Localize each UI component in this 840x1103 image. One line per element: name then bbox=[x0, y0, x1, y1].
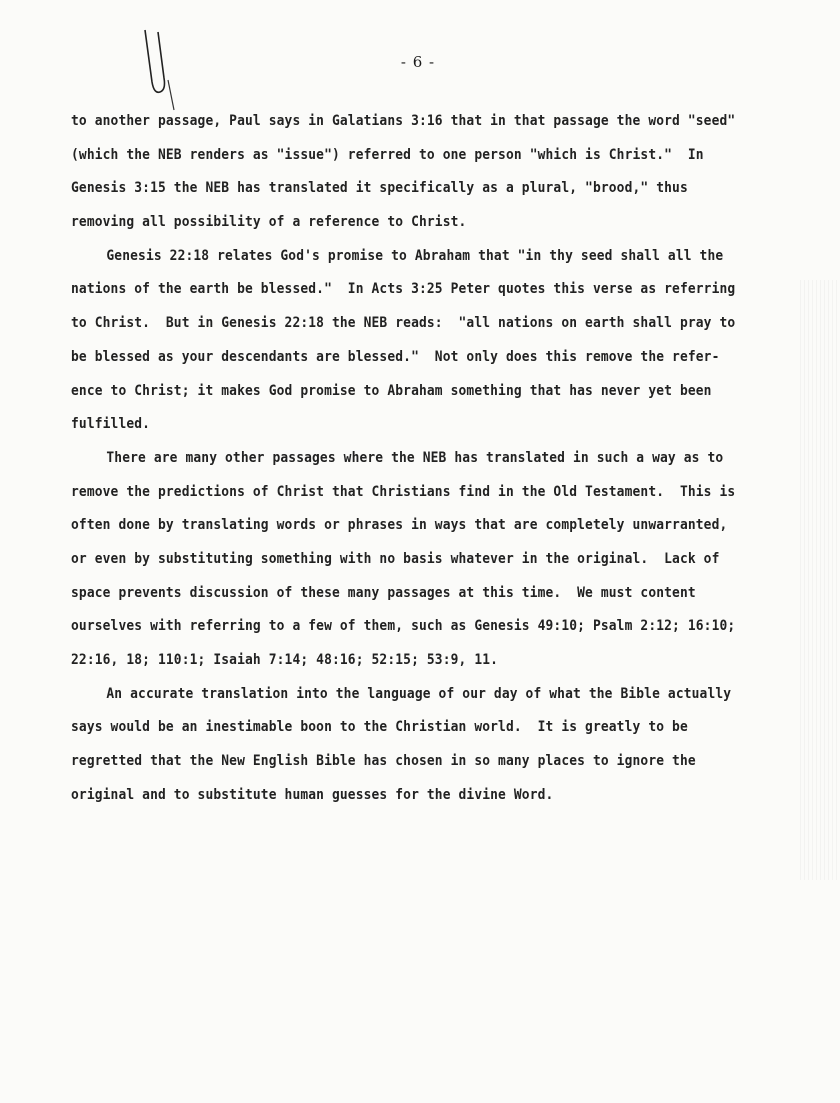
text-line: ence to Christ; it makes God promise to Abraham something that has never yet been bbox=[71, 381, 712, 399]
paragraph bbox=[71, 104, 791, 239]
text-line: fulfilled. bbox=[71, 415, 151, 433]
text-line: removing all possibility of a reference to Christ. bbox=[71, 213, 467, 231]
text-line: original and to substitute human guesses for the divine Word. bbox=[71, 785, 554, 803]
scan-noise bbox=[800, 280, 840, 880]
text-line: An accurate translation into the language of our day of what the Bible actually bbox=[106, 684, 732, 702]
text-line: ourselves with referring to a few of them, such as Genesis 49:10; Psalm 2:12; 16:10; bbox=[71, 617, 736, 635]
paragraph bbox=[71, 677, 791, 812]
document-body bbox=[71, 104, 791, 811]
text-line: regretted that the New English Bible has chosen in so many places to ignore the bbox=[71, 752, 696, 770]
paragraph bbox=[71, 441, 791, 677]
text-line: nations of the earth be blessed." In Acts 3:25 Peter quotes this verse as referring bbox=[71, 280, 736, 298]
page-number: - 6 - bbox=[400, 53, 436, 71]
text-line: There are many other passages where the NEB has translated in such a way as to bbox=[106, 448, 724, 466]
text-line: says would be an inestimable boon to the Christian world. It is greatly to be bbox=[71, 718, 688, 736]
text-line: remove the predictions of Christ that Christians find in the Old Testament. This is bbox=[71, 482, 736, 500]
text-line: Genesis 3:15 the NEB has translated it specifically as a plural, "brood," thus bbox=[71, 179, 688, 197]
paperclip-mark-icon bbox=[140, 22, 180, 112]
text-line: often done by translating words or phrases in ways that are completely unwarranted, bbox=[71, 516, 728, 534]
text-line: or even by substituting something with no basis whatever in the original. Lack of bbox=[71, 549, 720, 567]
text-line: 22:16, 18; 110:1; Isaiah 7:14; 48:16; 52:15; 53:9, 11. bbox=[71, 651, 499, 668]
text-line: Genesis 22:18 relates God's promise to Abraham that "in thy seed shall all the bbox=[106, 246, 724, 264]
text-line: space prevents discussion of these many passages at this time. We must content bbox=[71, 583, 696, 601]
text-line: (which the NEB renders as "issue") referred to one person "which is Christ." In bbox=[71, 145, 704, 163]
text-line: be blessed as your descendants are blessed." Not only does this remove the refer- bbox=[71, 347, 720, 365]
text-line: to another passage, Paul says in Galatians 3:16 that in that passage the word "seed" bbox=[71, 112, 736, 129]
text-line: to Christ. But in Genesis 22:18 the NEB reads: "all nations on earth shall pray to bbox=[71, 314, 736, 332]
paragraph bbox=[71, 239, 791, 441]
